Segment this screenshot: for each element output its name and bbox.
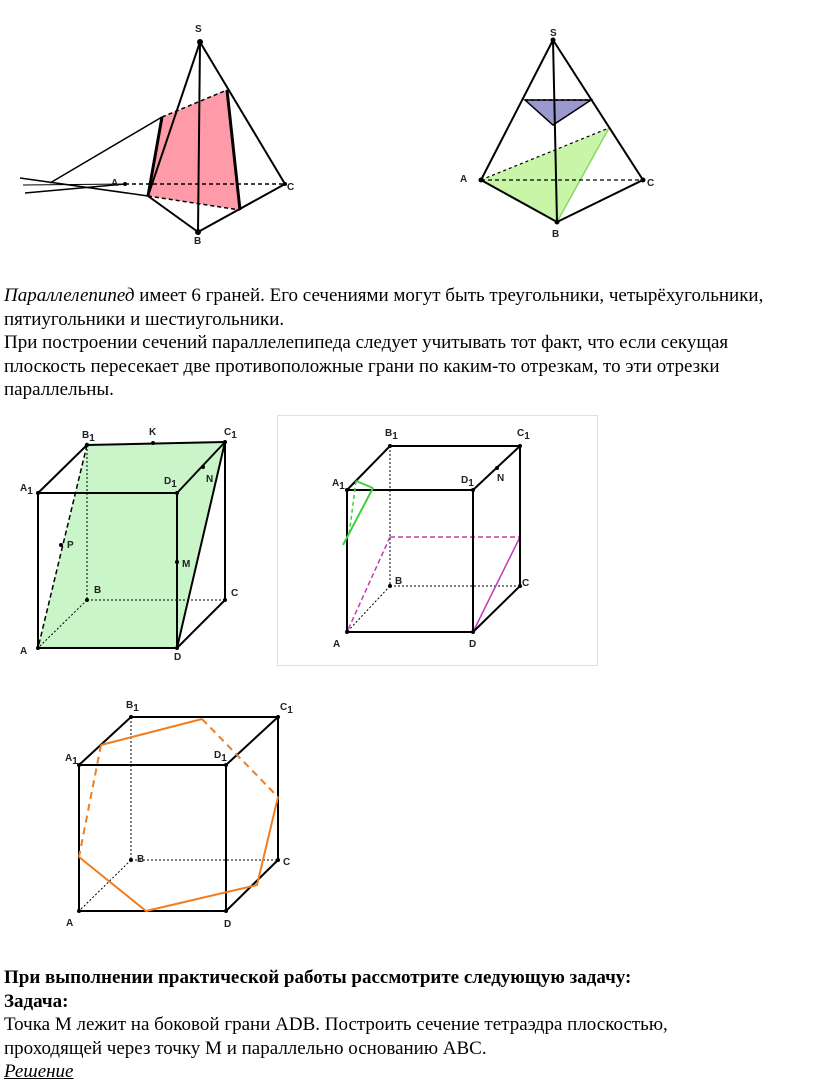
vertex-label-D: D	[174, 652, 182, 663]
cube-section-figure-hexagon	[60, 695, 310, 945]
vertex-label-B: B	[137, 854, 145, 865]
vertex-label-B: B	[552, 229, 560, 240]
vertex-label-S: S	[550, 28, 557, 39]
vertex-label-A1: A1	[20, 483, 33, 497]
vertex-label-C: C	[647, 178, 655, 189]
section-polygon-pink	[148, 90, 240, 210]
vertex-label-B: B	[395, 576, 403, 587]
vertex-label-D: D	[224, 919, 232, 930]
vertex-label-A1: A1	[332, 478, 345, 492]
parallelepiped-paragraph	[4, 284, 804, 402]
point-label-N: N	[206, 474, 214, 485]
point-label-K: K	[149, 427, 157, 438]
point-label-N: N	[497, 473, 505, 484]
vertex-label-C1: C1	[517, 428, 530, 442]
vertex-label-D1: D1	[164, 476, 177, 490]
paragraph-line-5: параллельны.	[4, 379, 114, 400]
paragraph-line-3: При построении сечений параллелепипеда следует учитывать тот факт, что если секущая	[4, 332, 729, 353]
paragraph-line-2: пятиугольники и шестиугольники.	[4, 308, 285, 330]
vertex-label-A: A	[333, 639, 341, 650]
paragraph-lead-term: Параллелепипед	[4, 285, 135, 306]
vertex-label-S: S	[195, 24, 202, 35]
task-line-2: проходящей через точку М и параллельно основанию ABC.	[4, 1037, 487, 1059]
vertex-label-B1: B1	[82, 430, 95, 444]
vertex-label-C1: C1	[224, 427, 237, 441]
paragraph-line-1: имеет 6 граней. Его сечениями могут быть треугольники, четырёхугольники,	[134, 285, 764, 306]
tetrahedron-section-figure-left	[15, 20, 305, 250]
point-label-M: M	[182, 559, 191, 570]
vertex-label-A: A	[20, 646, 28, 657]
vertex-label-B: B	[194, 236, 202, 247]
vertex-label-A1: A1	[65, 753, 78, 767]
vertex-label-C: C	[287, 182, 295, 193]
section-hexagon-left	[79, 797, 278, 911]
paragraph-line-4: плоскость пересекает две противоположные грани по каким-то отрезкам, то эти отрезки	[4, 355, 720, 377]
vertex-label-C: C	[522, 578, 530, 589]
vertex-label-D1: D1	[461, 475, 474, 489]
tetrahedron-section-figure-right	[455, 28, 675, 243]
vertex-label-C: C	[283, 857, 291, 868]
vertex-label-C1: C1	[280, 702, 293, 716]
point-label-P: P	[67, 540, 74, 551]
vertex-label-A: A	[460, 174, 468, 185]
vertex-label-A: A	[66, 918, 74, 929]
section-triangle-blue	[525, 100, 591, 125]
task-label: Задача:	[4, 990, 69, 1012]
task-line-1: Точка М лежит на боковой грани ADB. Построить сечение тетраэдра плоскостью,	[4, 1014, 668, 1035]
cube-section-figure-green	[15, 420, 265, 670]
solution-heading: Решение	[4, 1061, 74, 1082]
vertex-label-C: C	[231, 588, 239, 599]
vertex-label-D: D	[469, 639, 477, 650]
cube-section-figure-purple	[277, 415, 599, 667]
task-heading: При выполнении практической работы рассмотрите следующую задачу:	[4, 967, 632, 988]
vertex-label-D1: D1	[214, 750, 227, 764]
vertex-label-B: B	[94, 585, 102, 596]
task-section	[4, 966, 804, 1084]
vertex-label-B1: B1	[126, 700, 139, 714]
vertex-label-B1: B1	[385, 428, 398, 442]
vertex-label-A: A	[111, 178, 119, 189]
